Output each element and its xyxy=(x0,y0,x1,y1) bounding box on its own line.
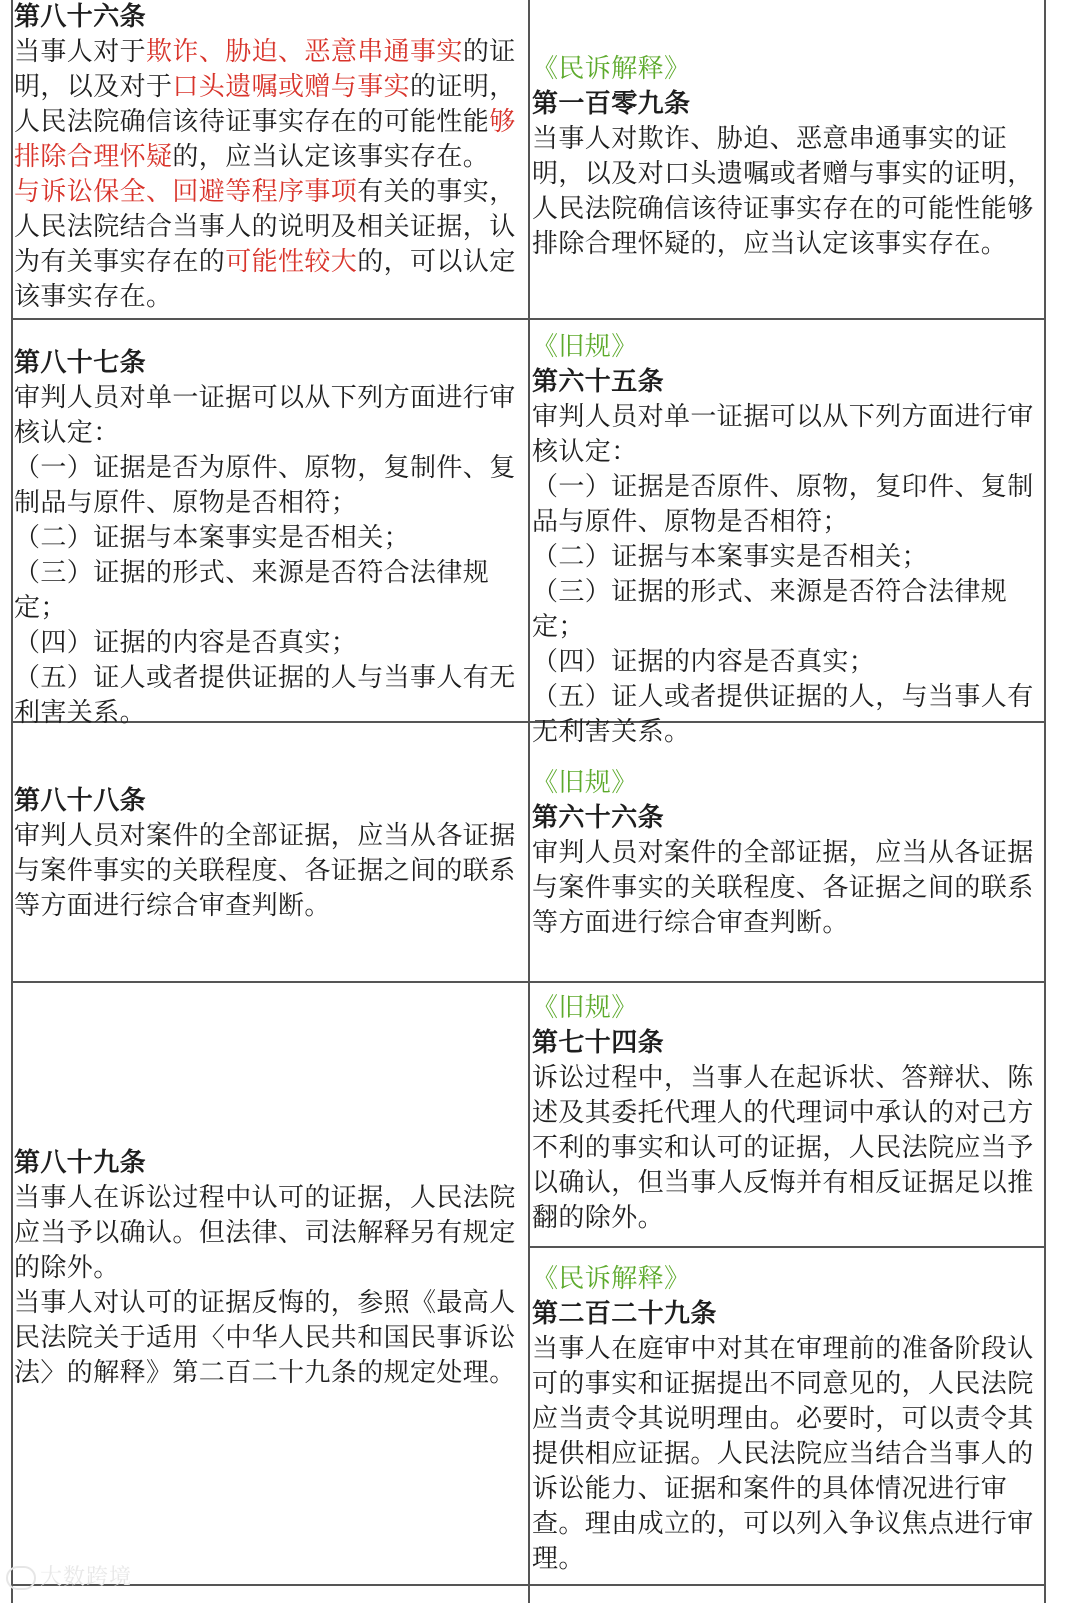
article-paragraph: 当事人对欺诈、胁迫、恶意串通事实的证明，以及对口头遗嘱或者赠与事实的证明，人民法院确信该待证事实存在的可能性能够排除合理怀疑的，应当认定该事实存在。 xyxy=(532,124,1034,259)
watermark xyxy=(6,1560,132,1591)
article-heading: 第一百零九条 xyxy=(532,89,691,119)
article-heading: 第六十五条 xyxy=(532,367,665,397)
article-heading: 第二百二十九条 xyxy=(532,1299,717,1329)
row-1-old-rule-cell xyxy=(532,52,1040,262)
article-heading: 第八十九条 xyxy=(14,1148,147,1178)
cell-divider xyxy=(530,1246,1046,1248)
row-divider xyxy=(11,318,1046,320)
highlight-text: 欺诈、胁迫、恶意串通事实 xyxy=(146,37,463,67)
table-column-divider xyxy=(528,0,530,1603)
article-item: （四）证据的内容是否真实； xyxy=(532,647,876,677)
article-item: （二）证据与本案事实是否相关； xyxy=(532,542,929,572)
highlight-text: 口头遗嘱或赠与事实 xyxy=(172,72,411,102)
article-paragraph: 审判人员对单一证据可以从下列方面进行审核认定： xyxy=(532,402,1034,467)
row-2-old-rule-cell xyxy=(532,330,1040,750)
source-label: 《旧规》 xyxy=(532,332,638,362)
article-paragraph: 审判人员对单一证据可以从下列方面进行审核认定： xyxy=(14,383,516,448)
article-paragraph: 当事人在诉讼过程中认可的证据，人民法院应当予以确认。但法律、司法解释另有规定的除外。 xyxy=(14,1183,516,1283)
article-item: （三）证据的形式、来源是否符合法律规定； xyxy=(14,558,490,623)
source-label: 《民诉解释》 xyxy=(532,1264,691,1294)
article-item: （三）证据的形式、来源是否符合法律规定； xyxy=(532,577,1008,642)
article-item: （五）证人或者提供证据的人，与当事人有无利害关系。 xyxy=(532,682,1034,747)
article-item: （四）证据的内容是否真实； xyxy=(14,628,358,658)
article-paragraph: 审判人员对案件的全部证据，应当从各证据与案件事实的关联程度、各证据之间的联系等方面进行综合审查判断。 xyxy=(532,838,1034,938)
row-divider xyxy=(11,1584,1046,1586)
article-item: （五）证人或者提供证据的人与当事人有无利害关系。 xyxy=(14,663,516,728)
article-item: （二）证据与本案事实是否相关； xyxy=(14,523,411,553)
article-heading: 第八十八条 xyxy=(14,786,147,816)
table-left-border xyxy=(11,0,13,1603)
row-4-old-rule-cell-b xyxy=(532,1262,1040,1577)
article-heading: 第八十七条 xyxy=(14,348,147,378)
row-1-new-rule-cell xyxy=(14,0,524,315)
source-label: 《民诉解释》 xyxy=(532,54,691,84)
article-heading: 第七十四条 xyxy=(532,1028,665,1058)
watermark-text: 大数跨境 xyxy=(40,1565,133,1590)
chat-bubble-icon xyxy=(6,1566,36,1590)
source-label: 《旧规》 xyxy=(532,768,638,798)
row-2-new-rule-cell xyxy=(14,346,524,731)
highlight-text: 够排除合理怀疑 xyxy=(14,107,516,172)
row-divider xyxy=(11,981,1046,983)
article-item: （一）证据是否原件、原物，复印件、复制品与原件、原物是否相符； xyxy=(532,472,1034,537)
article-paragraph: 与诉讼保全、回避等程序事项有关的事实，人民法院结合当事人的说明及相关证据，认为有关事实存在的可能性较大的，可以认定该事实存在。 xyxy=(14,177,516,312)
source-label: 《旧规》 xyxy=(532,993,638,1023)
article-paragraph: 当事人对认可的证据反悔的，参照《最高人民法院关于适用〈中华人民共和国民事诉讼法〉的解释》第二百二十九条的规定处理。 xyxy=(14,1288,516,1388)
article-heading: 第六十六条 xyxy=(532,803,665,833)
row-4-new-rule-cell xyxy=(14,1146,524,1391)
highlight-text: 可能性较大 xyxy=(225,247,358,277)
article-heading: 第八十六条 xyxy=(14,2,147,32)
row-4-old-rule-cell-a xyxy=(532,991,1040,1236)
article-item: （一）证据是否为原件、原物，复制件、复制品与原件、原物是否相符； xyxy=(14,453,516,518)
article-paragraph: 审判人员对案件的全部证据，应当从各证据与案件事实的关联程度、各证据之间的联系等方面进行综合审查判断。 xyxy=(14,821,516,921)
row-3-new-rule-cell xyxy=(14,784,524,924)
article-paragraph: 当事人对于欺诈、胁迫、恶意串通事实的证明，以及对于口头遗嘱或赠与事实的证明，人民法院确信该待证事实存在的可能性能够排除合理怀疑的，应当认定该事实存在。 xyxy=(14,37,516,172)
highlight-text: 与诉讼保全、回避等程序事项 xyxy=(14,177,358,207)
row-3-old-rule-cell xyxy=(532,766,1040,941)
article-paragraph: 当事人在庭审中对其在审理前的准备阶段认可的事实和证据提出不同意见的，人民法院应当责令其说明理由。必要时，可以责令其提供相应证据。人民法院应当结合当事人的诉讼能力、证据和案件的具体情况进行审查。理由成立的，可以列入争议焦点进行审理。 xyxy=(532,1334,1034,1574)
table-right-border xyxy=(1044,0,1046,1603)
article-paragraph: 诉讼过程中，当事人在起诉状、答辩状、陈述及其委托代理人的代理词中承认的对己方不利的事实和认可的证据，人民法院应当予以确认，但当事人反悔并有相反证据足以推翻的除外。 xyxy=(532,1063,1034,1233)
